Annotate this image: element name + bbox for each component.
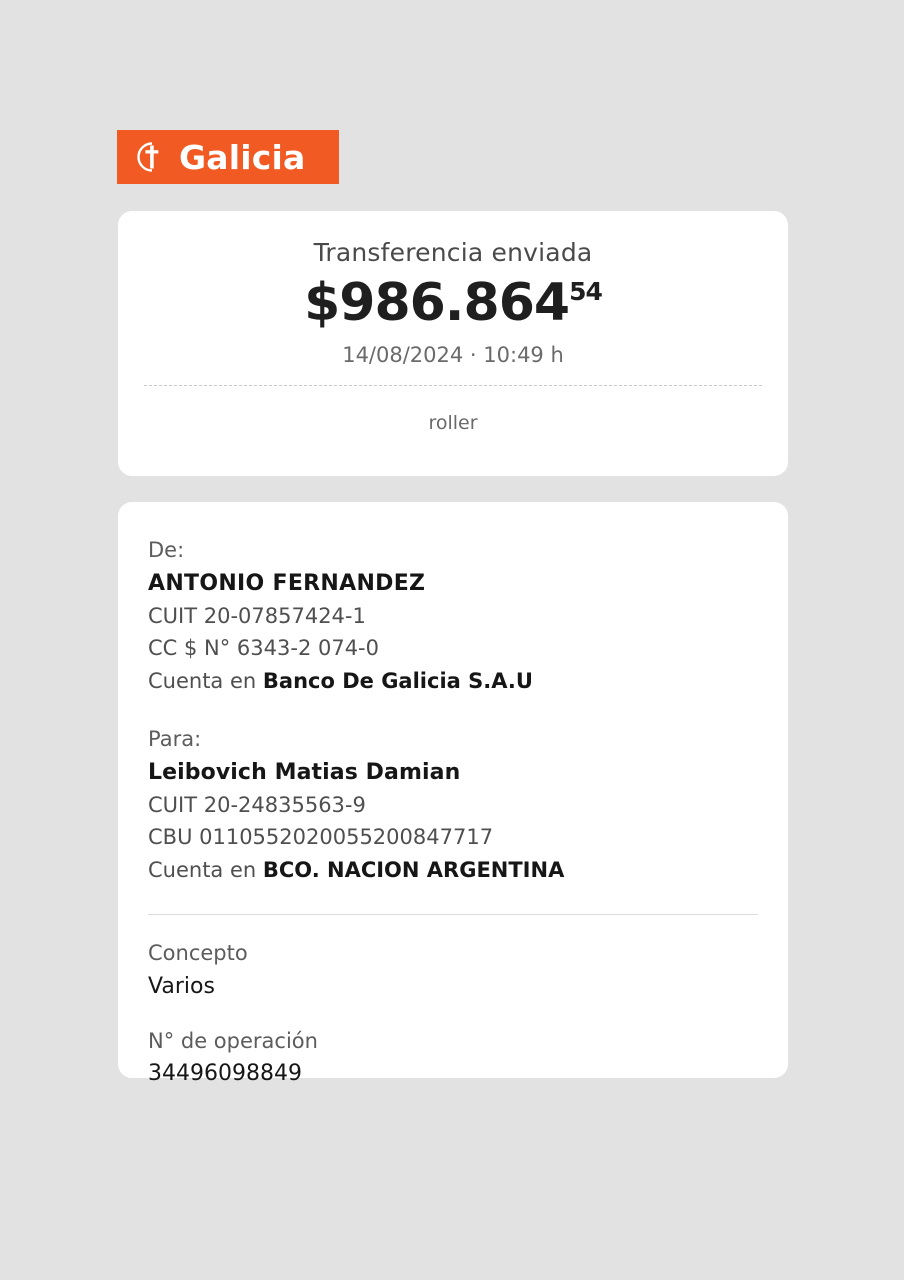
amount-main: $986.864 — [304, 273, 570, 333]
recipient-cuit: CUIT 20-24835563-9 — [148, 792, 366, 817]
concept-block — [148, 937, 758, 1003]
sender-label: De: — [148, 538, 185, 562]
sender-block — [148, 534, 758, 697]
operation-value: 34496098849 — [148, 1061, 302, 1087]
details-divider — [148, 914, 758, 915]
concept-label: Concepto — [148, 941, 248, 966]
sender-cuit: CUIT 20-07857424-1 — [148, 603, 366, 628]
transfer-summary-card — [118, 211, 788, 476]
brand-name: Galicia — [179, 137, 306, 177]
transfer-details-card — [118, 502, 788, 1087]
recipient-bank-line — [148, 854, 758, 887]
galicia-cross-icon — [135, 140, 169, 174]
recipient-name: Leibovich Matias Damian — [148, 759, 461, 785]
sender-name: ANTONIO FERNANDEZ — [148, 570, 426, 596]
amount — [118, 273, 788, 333]
recipient-label: Para: — [148, 727, 202, 752]
recipient-bank-prefix: Cuenta en — [148, 857, 263, 882]
amount-cents: 54 — [569, 277, 602, 306]
sender-bank-prefix: Cuenta en — [148, 668, 263, 693]
recipient-cbu: CBU 0110552020055200847717 — [148, 825, 494, 850]
sender-account-number: CC $ N° 6343-2 074-0 — [148, 636, 379, 661]
galicia-brand-logo — [117, 130, 339, 184]
summary-title: Transferencia enviada — [313, 238, 593, 267]
dashed-divider — [144, 385, 762, 386]
operation-block — [148, 1025, 758, 1091]
sender-bank-line — [148, 665, 758, 698]
concept-value: Varios — [148, 973, 215, 999]
recipient-block — [148, 723, 758, 886]
sender-bank-name: Banco De Galicia S.A.U — [262, 668, 533, 693]
recipient-bank-name: BCO. NACION ARGENTINA — [262, 857, 565, 882]
operation-label: N° de operación — [148, 1028, 318, 1053]
transfer-alias: roller — [428, 412, 478, 434]
transfer-datetime: 14/08/2024 · 10:49 h — [342, 343, 564, 367]
